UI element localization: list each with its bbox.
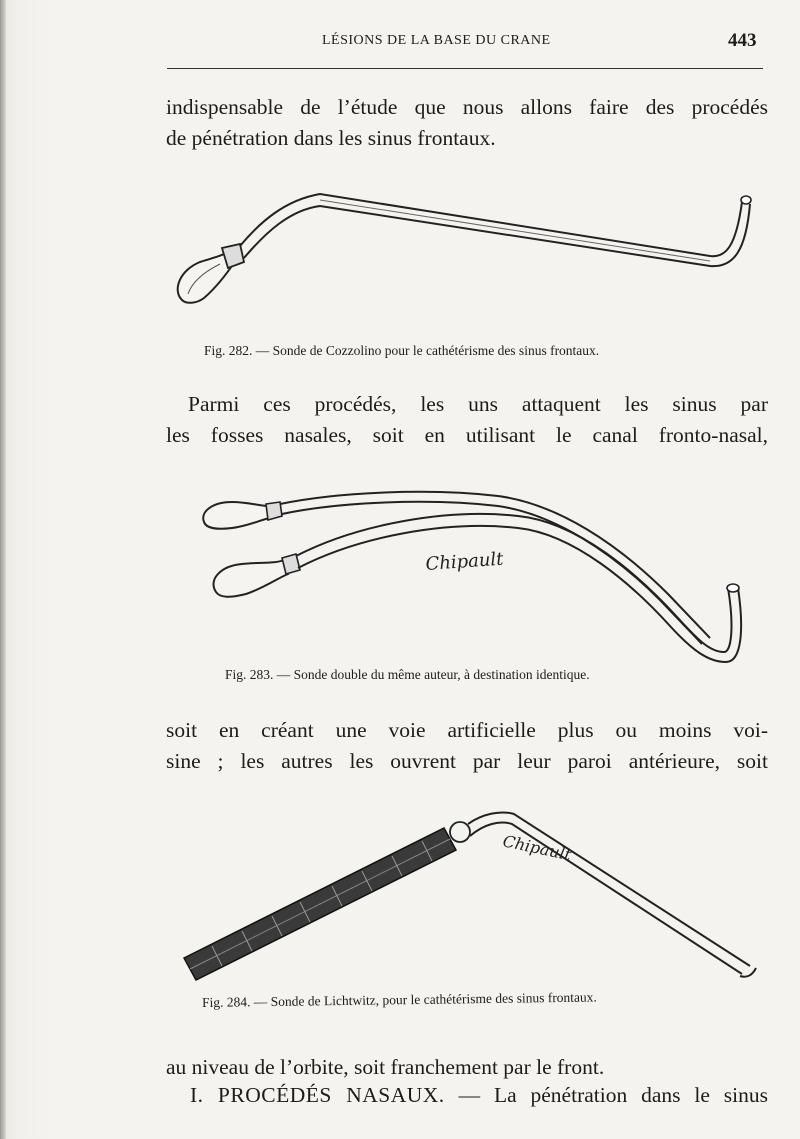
paragraph-2 [166, 389, 768, 451]
page-number: 443 [728, 30, 757, 51]
paragraph-3 [166, 715, 768, 777]
figure-282-caption: Fig. 282. — Sonde de Cozzolino pour le cathétérisme des sinus frontaux. [204, 343, 600, 358]
page-binding-edge [0, 0, 6, 1139]
text-line: indispensable de l’étude que nous allons faire des procédés [166, 95, 768, 119]
text-line: Parmi ces procédés, les uns attaquent les sinus par [188, 392, 768, 416]
double-probe-illustration [198, 484, 743, 664]
text-line: soit en créant une voie artificielle plus ou moins voi- [166, 718, 768, 742]
paragraph-1 [166, 92, 768, 154]
paragraph-5 [190, 1080, 768, 1111]
header-rule [167, 68, 763, 69]
section-text: — La pénétration dans le sinus [444, 1083, 768, 1107]
artist-signature: Chipault [501, 831, 573, 865]
text-line: les fosses nasales, soit en utilisant le canal fronto-nasal, [166, 423, 768, 447]
text-line: au niveau de l’orbite, soit franchement par le front. [166, 1055, 605, 1079]
paragraph-4 [166, 1052, 768, 1083]
lichtwitz-probe-illustration [182, 806, 762, 986]
running-header-title: LÉSIONS DE LA BASE DU CRANE [322, 33, 551, 48]
text-line [190, 1080, 768, 1111]
figure-284-caption: Fig. 284. — Sonde de Lichtwitz, pour le cathétérisme des sinus frontaux. [202, 989, 597, 1010]
text-line: de pénétration dans les sinus frontaux. [166, 126, 496, 150]
figure-283-caption: Fig. 283. — Sonde double du même auteur, à destination identique. [225, 667, 590, 682]
section-heading: I. PROCÉDÉS NASAUX. [190, 1083, 445, 1107]
text-line: sine ; les autres les ouvrent par leur paroi antérieure, soit [166, 749, 768, 773]
artist-signature: Chipault [424, 548, 505, 575]
cozzolino-probe-illustration [170, 182, 760, 317]
